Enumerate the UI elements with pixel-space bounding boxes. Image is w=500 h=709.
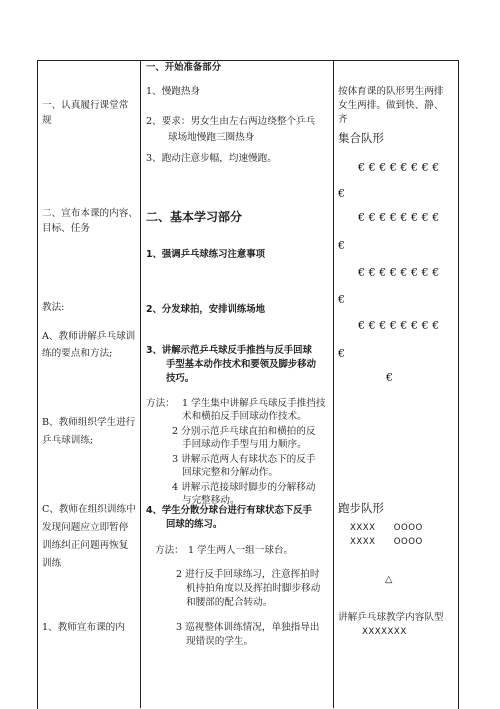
method-label-1: 方法： <box>146 398 175 409</box>
formation-note-line2: 女生两排。做到快、静、 <box>338 100 444 111</box>
method-label-2: 方法： <box>155 545 184 556</box>
left-item-routine-line2: 规 <box>42 115 52 126</box>
method-4-line1: 4 讲解示范接球时脚步的分解移动 <box>172 482 316 493</box>
left-item-announce-line2: 目标、任务 <box>42 223 90 234</box>
practice-2-line3: 和腰部的配合转动。 <box>186 597 273 608</box>
basic-step-3-line1: 3、讲解示范乒乓球反手推挡与反手回球 <box>146 345 312 356</box>
running-row-2: XXXX OOOO <box>350 537 423 547</box>
left-method-a-line1: A、教师讲解乒乓球训 <box>42 331 136 342</box>
left-method-b-line1: B、教师组织学生进行 <box>42 417 136 428</box>
formation-row-2: €€€€€€€€ <box>358 211 443 224</box>
left-method-b-line2: 乒乓球训练; <box>42 435 94 446</box>
formation-note-line1: 按体育课的队形男生两排 <box>338 86 444 97</box>
basic-step-3-line2: 手型基本动作技术和要领及脚步移动 <box>166 359 317 370</box>
basic-step-4-line1: 4、学生分散分球台进行有球状态下反手 <box>146 505 312 516</box>
basic-step-4-line2: 回球的练习。 <box>166 519 223 530</box>
explain-formation-caption: 讲解乒乓球教学内容队型 <box>338 612 444 623</box>
practice-1: 1 学生两人一组一球台。 <box>188 545 294 556</box>
section-basic-title: 二、基本学习部分 <box>146 210 243 224</box>
left-method-c-line1: C、教师在组织训练中 <box>42 504 136 515</box>
basic-step-3-line3: 技巧。 <box>166 373 195 384</box>
formation-row-4-end: € <box>338 347 349 360</box>
section-warmup-title: 一、开始准备部分 <box>146 62 222 73</box>
practice-3-line1: 3 巡视整体训练情况，单独指导出 <box>176 622 320 633</box>
method-2-line1: 2 分别示范乒乓球直拍和横拍的反 <box>172 426 316 437</box>
formation-row-1: €€€€€€€€ <box>358 161 443 174</box>
left-method-c-line3: 训练纠正问题再恢复 <box>42 540 129 551</box>
formation-row-3-end: € <box>338 293 349 306</box>
formation-row-1-end: € <box>338 187 349 200</box>
formation-row-3: €€€€€€€€ <box>358 266 443 279</box>
left-item-announce-line1: 二、宣布本课的内容、 <box>42 208 138 219</box>
explain-formation-row: XXXXXXX <box>362 627 407 637</box>
method-4-line2: 与完整移动。 <box>182 495 240 506</box>
left-method-c-line4: 训练 <box>42 558 62 569</box>
formation-row-4: €€€€€€€€ <box>358 319 443 332</box>
basic-step-2: 2、分发球拍，安排训练场地 <box>146 304 266 315</box>
left-method-a-line2: 练的要点和方法; <box>42 348 113 359</box>
warmup-step-3: 3、跑动注意步幅，均速慢跑。 <box>146 153 277 164</box>
warmup-step-1: 1、慢跑热身 <box>146 86 201 97</box>
running-formation-title: 跑步队形 <box>338 501 384 515</box>
formation-note-line3: 齐 <box>338 114 348 125</box>
left-methods-title: 教法: <box>42 302 65 313</box>
warmup-step-2-line1: 2、要求：男女生由左右两边绕整个乒乓 <box>146 116 316 127</box>
practice-3-line2: 现错误的学生。 <box>186 636 254 647</box>
left-method-c-line2: 发现问题应立即暂停 <box>42 522 129 533</box>
practice-2-line1: 2 进行反手回球练习，注意挥拍时 <box>176 569 320 580</box>
left-item-routine-line1: 一、认真履行课堂常 <box>42 100 129 111</box>
method-3-line2: 回球完整和分解动作。 <box>182 467 278 478</box>
left-item-closing: 1、教师宣布课的内 <box>42 622 125 633</box>
basic-step-1: 1、强调乒乓球练习注意事项 <box>146 249 266 260</box>
method-1-line2: 术和横拍反手回球动作技术。 <box>182 411 307 422</box>
formation-row-2-end: € <box>338 239 349 252</box>
method-1-line1: 1 学生集中讲解乒乓球反手推挡技 <box>182 398 326 409</box>
assembly-formation-title: 集合队形 <box>338 131 384 145</box>
warmup-step-2-line2: 球场地慢跑三圈热身 <box>168 132 255 143</box>
practice-2-line2: 机持拍角度以及挥拍时脚步移动 <box>186 583 321 594</box>
triangle-mark: △ <box>385 574 393 585</box>
method-2-line2: 手回球动作手型与用力顺序。 <box>182 439 307 450</box>
column-divider-right <box>333 60 334 708</box>
running-row-1: XXXX OOOO <box>350 523 423 533</box>
column-divider-left <box>140 60 141 708</box>
formation-teacher-mark: € <box>386 371 397 384</box>
method-3-line1: 3 讲解示范两人有球状态下的反手 <box>172 454 316 465</box>
